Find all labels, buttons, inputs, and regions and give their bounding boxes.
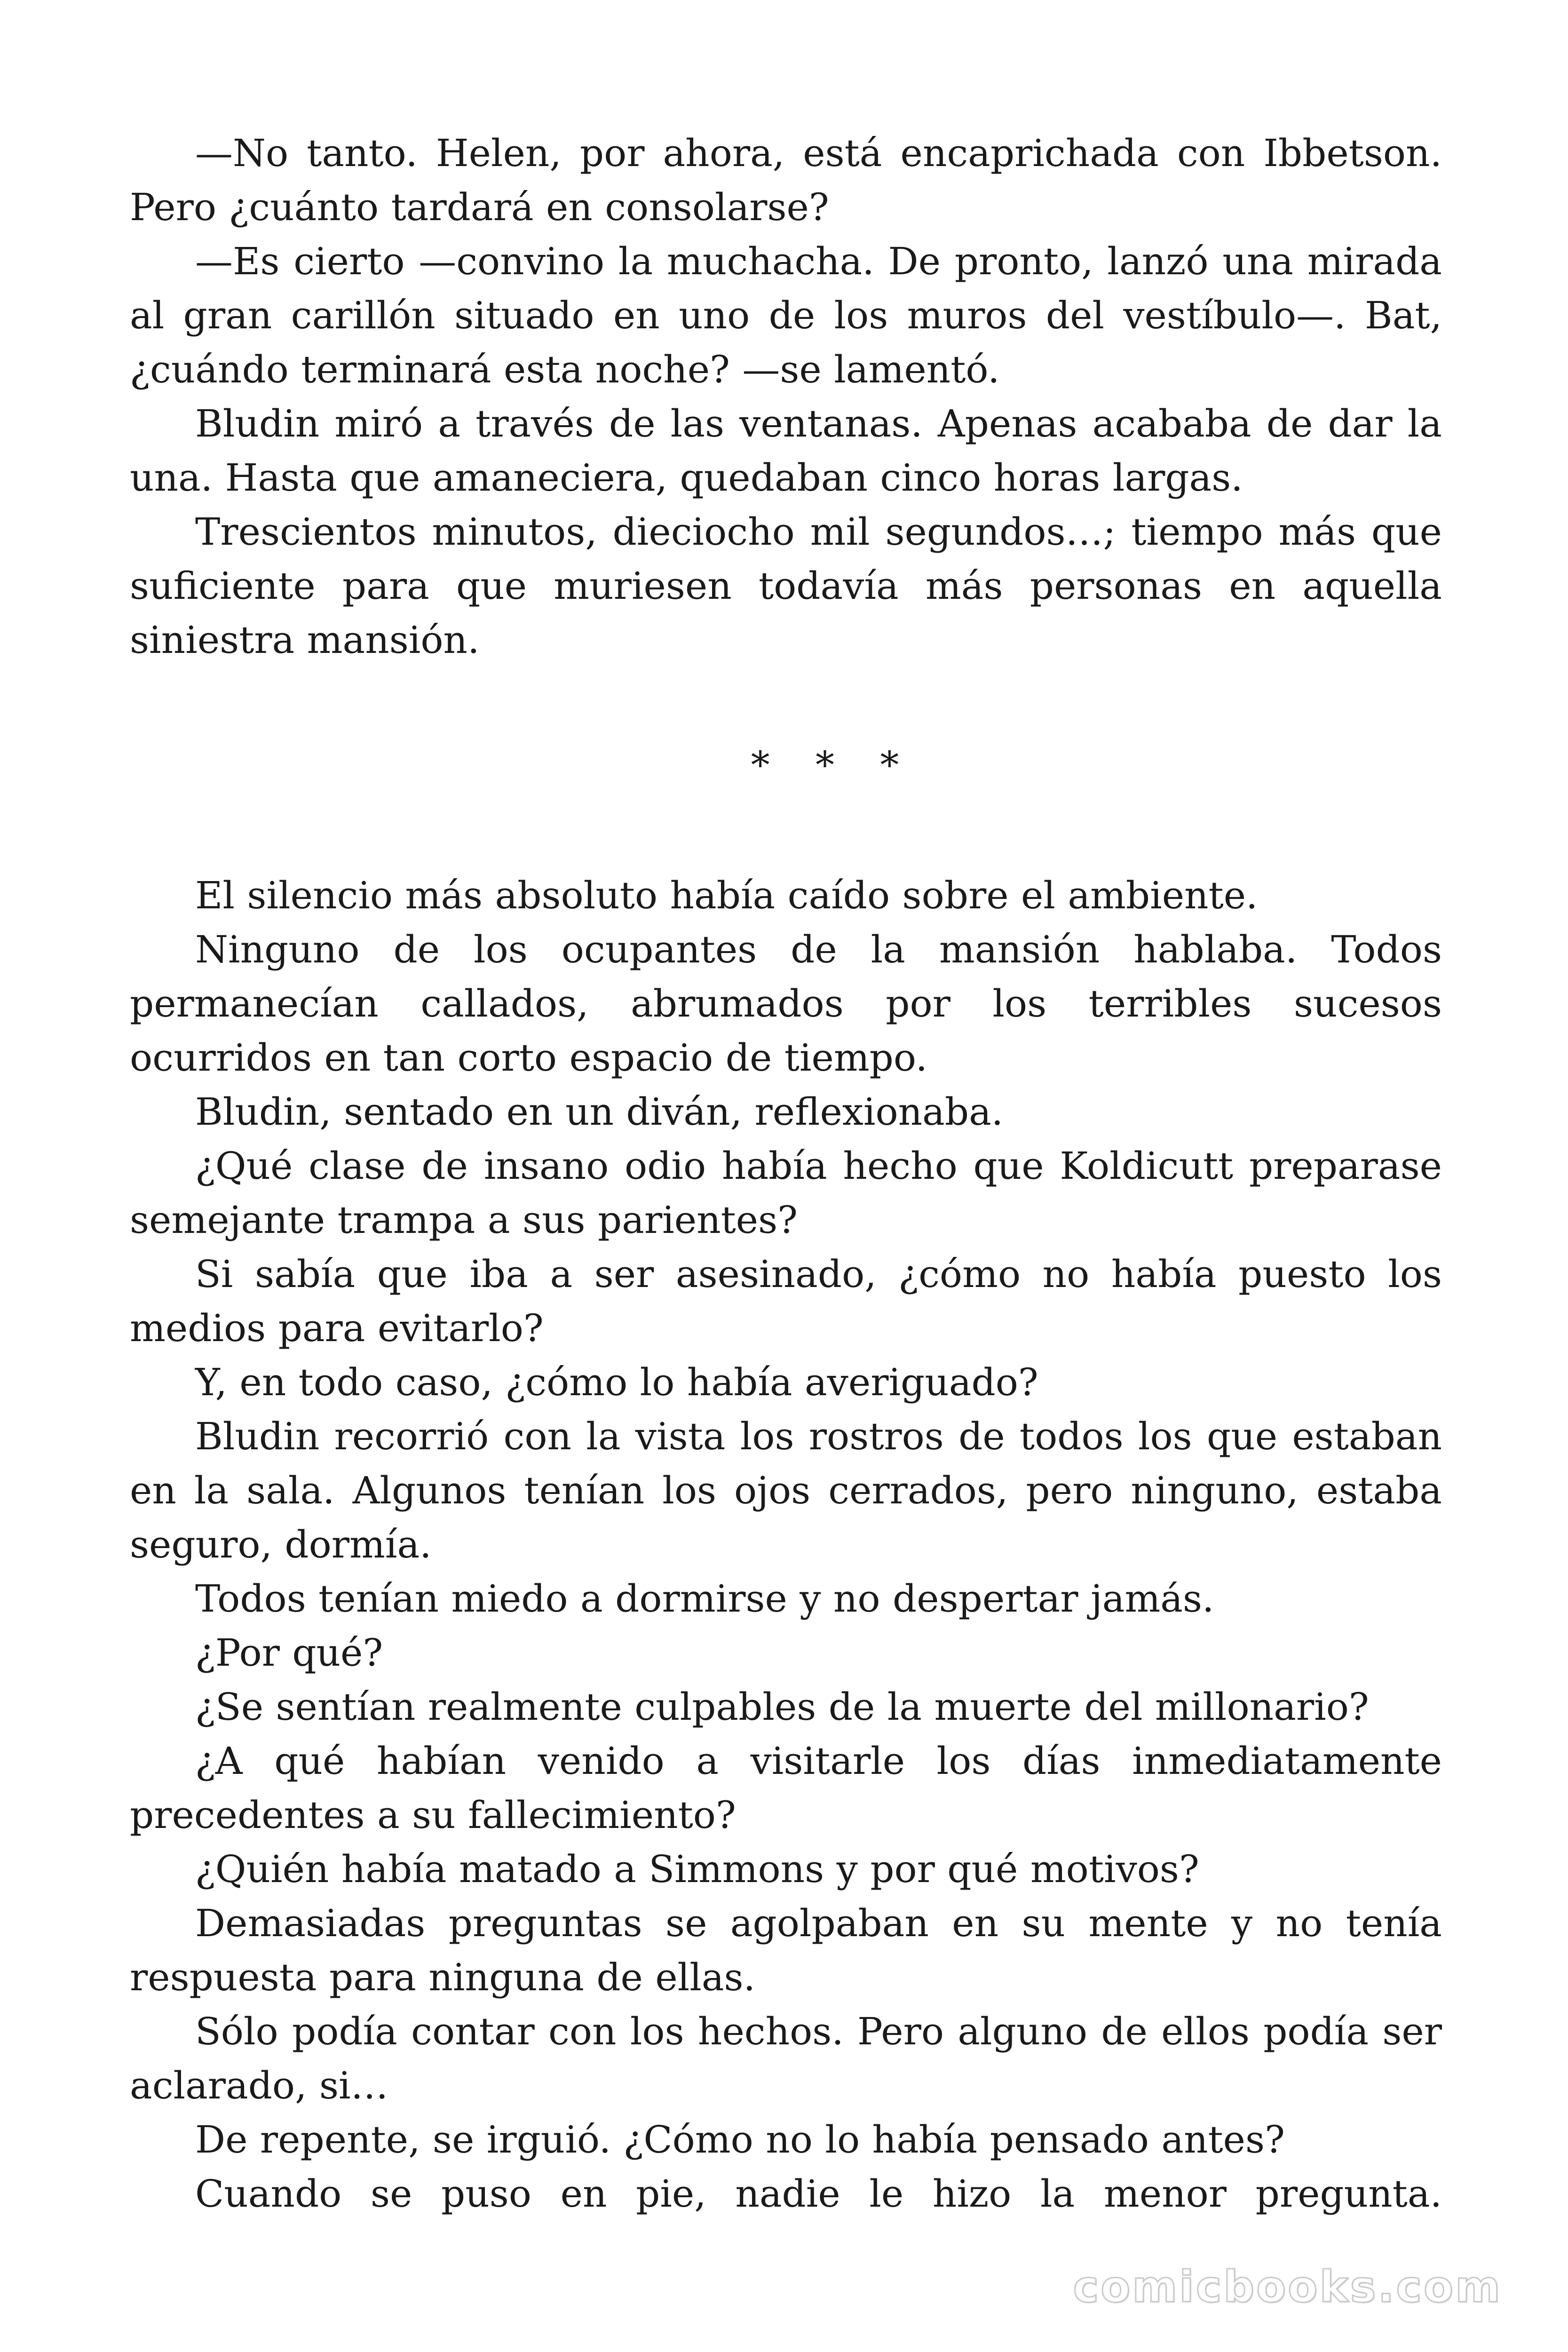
paragraph: Bludin, sentado en un diván, reflexionaba. — [195, 1090, 1004, 1134]
paragraph: Bludin recorrió con la vista los rostros de todos los que estaban en la sala. Algunos tenían los ojos cerrados, pero ninguno, estaba seguro, dormía. — [130, 1414, 1442, 1566]
watermark-logo: comicbooks.com — [1073, 2262, 1502, 2312]
separator-asterisks: * * * — [751, 743, 916, 787]
text-section-top — [130, 126, 1442, 667]
section-separator — [0, 744, 1568, 787]
paragraph: ¿Por qué? — [195, 1631, 383, 1675]
paragraph: Ninguno de los ocupantes de la mansión hablaba. Todos permanecían callados, abrumados por los terribles sucesos ocurridos en tan corto espacio de tiempo. — [130, 928, 1442, 1080]
paragraph: ¿A qué habían venido a visitarle los días inmediatamente precedentes a su fallecimiento? — [130, 1739, 1442, 1837]
paragraph: ¿Quién había matado a Simmons y por qué motivos? — [195, 1847, 1199, 1891]
paragraph: Bludin miró a través de las ventanas. Apenas acababa de dar la una. Hasta que amaneciera, quedaban cinco horas largas. — [130, 402, 1442, 500]
paragraph: De repente, se irguió. ¿Cómo no lo había pensado antes? — [195, 2118, 1285, 2161]
paragraph: El silencio más absoluto había caído sobre el ambiente. — [195, 874, 1258, 917]
paragraph: —No tanto. Helen, por ahora, está encaprichada con Ibbetson. Pero ¿cuánto tardará en consolarse? — [130, 131, 1442, 229]
paragraph: ¿Se sentían realmente culpables de la muerte del millonario? — [195, 1685, 1369, 1729]
paragraph: Sólo podía contar con los hechos. Pero alguno de ellos podía ser aclarado, si… — [130, 2010, 1442, 2107]
paragraph: Si sabía que iba a ser asesinado, ¿cómo no había puesto los medios para evitarlo? — [130, 1252, 1442, 1350]
paragraph: ¿Qué clase de insano odio había hecho que Koldicutt preparase semejante trampa a sus parientes? — [130, 1144, 1442, 1242]
paragraph: —Es cierto —convino la muchacha. De pronto, lanzó una mirada al gran carillón situado en uno de los muros del vestíbulo—. Bat, ¿cuándo terminará esta noche? —se lamentó. — [130, 239, 1442, 391]
paragraph: Y, en todo caso, ¿cómo lo había averiguado? — [195, 1360, 1038, 1404]
paragraph: Todos tenían miedo a dormirse y no despertar jamás. — [195, 1577, 1214, 1621]
paragraph: Trescientos minutos, dieciocho mil segundos…; tiempo más que suficiente para que muriesen todavía más personas en aquella siniestra mansión. — [130, 510, 1442, 662]
paragraph: Demasiadas preguntas se agolpaban en su mente y no tenía respuesta para ninguna de ellas. — [130, 1901, 1442, 1999]
paragraph: Cuando se puso en pie, nadie le hizo la menor pregunta. — [195, 2172, 1442, 2216]
text-section-bottom — [130, 868, 1442, 2221]
